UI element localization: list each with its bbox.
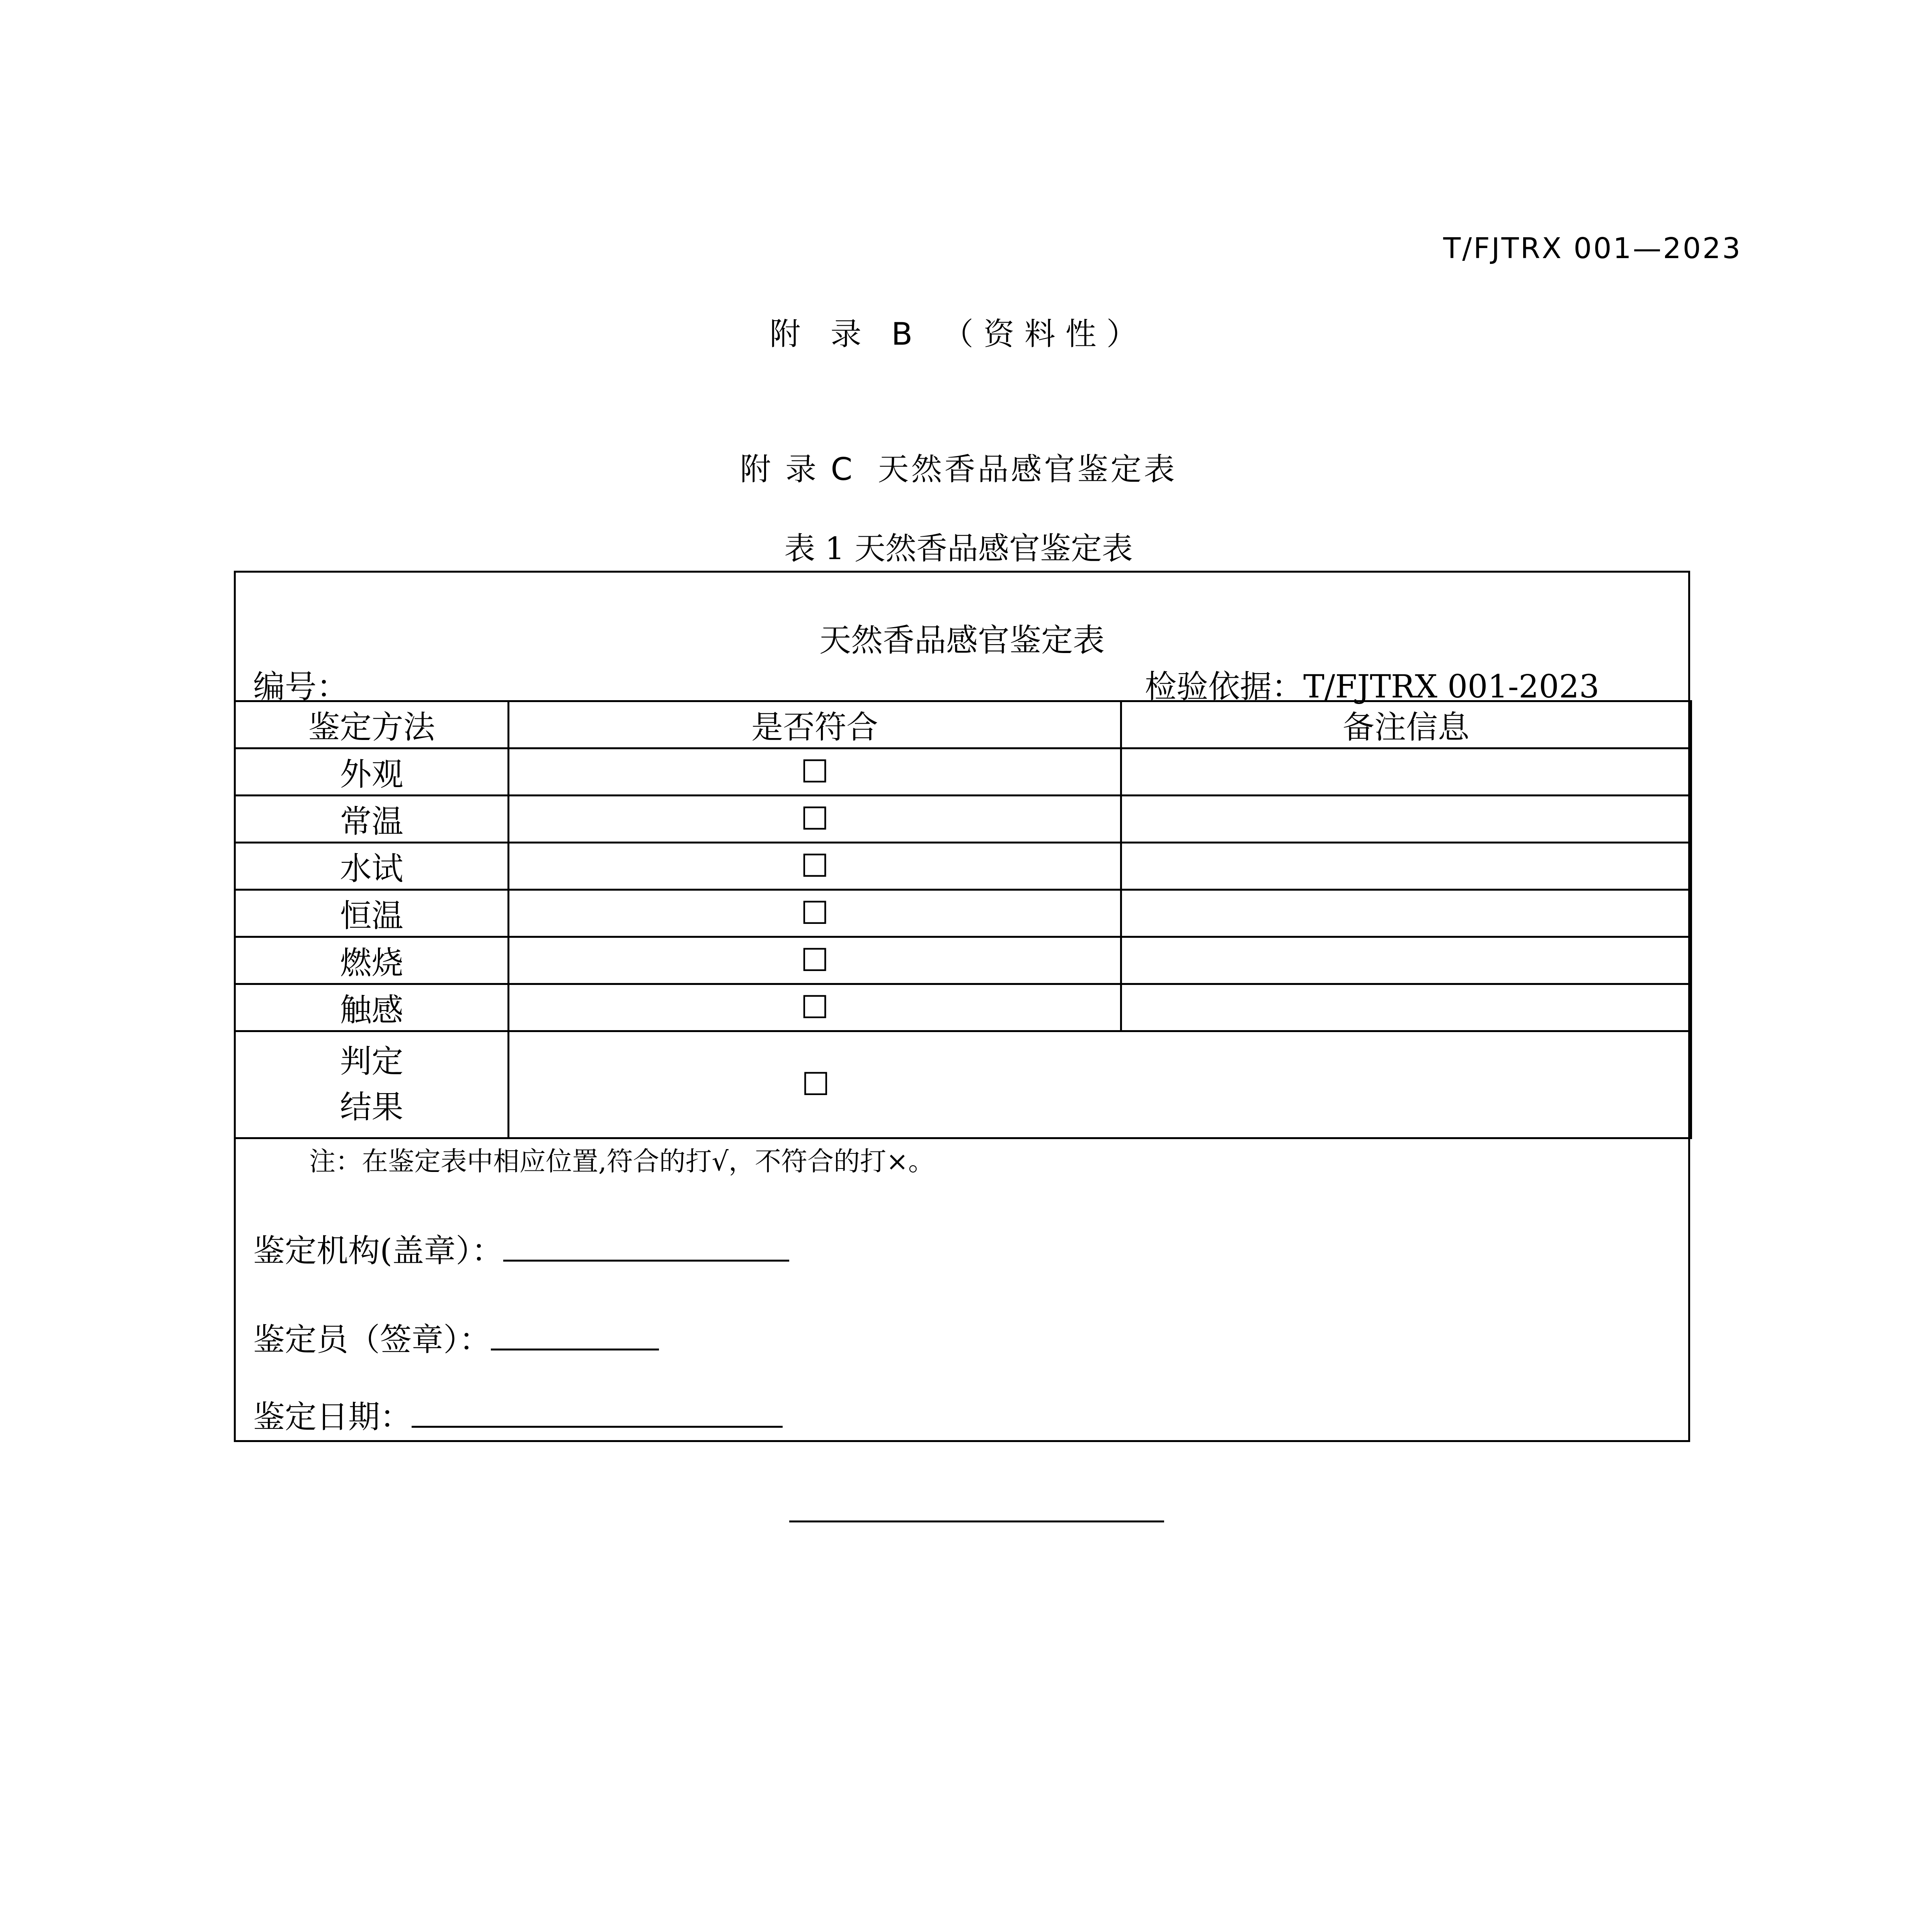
result-checkbox-cell[interactable] [509,1031,1691,1138]
header-method: 鉴定方法 [235,701,509,748]
appraiser-signature [253,1315,659,1360]
institution-line[interactable] [503,1233,789,1262]
annex-c-prefix: 附 录 C [740,451,855,487]
date-line[interactable] [412,1399,783,1428]
form-note: 注：在鉴定表中相应位置,符合的打√，不符合的打×。 [309,1146,935,1177]
table-row [235,984,1691,1031]
table-row [235,748,1691,796]
remarks-cell[interactable] [1121,843,1691,890]
method-cell: 常温 [235,796,509,843]
table-header-row [235,701,1691,748]
number-label: 编号： [253,668,349,705]
annex-c-heading [0,444,1917,489]
table-row [235,890,1691,937]
result-checkbox[interactable]: ☐ [801,1066,830,1103]
checkbox[interactable]: ☐ [800,848,829,884]
method-cell: 水试 [235,843,509,890]
date-label: 鉴定日期： [253,1399,412,1435]
header-compliance: 是否符合 [509,701,1121,748]
table-row [235,796,1691,843]
annex-b-title: 附 录 B （资料性） [770,316,1147,352]
checkbox-cell[interactable] [509,984,1121,1031]
method-cell: 恒温 [235,890,509,937]
remarks-cell[interactable] [1121,937,1691,984]
table-caption: 表 1 天然香品感官鉴定表 [784,531,1133,566]
header-remarks: 备注信息 [1121,701,1691,748]
institution-signature [253,1226,789,1271]
table-row [235,937,1691,984]
method-cell: 燃烧 [235,937,509,984]
checkbox[interactable]: ☐ [800,989,829,1026]
remarks-cell[interactable] [1121,796,1691,843]
checkbox-cell[interactable] [509,890,1121,937]
checkbox[interactable]: ☐ [800,942,829,979]
checkbox-cell[interactable] [509,748,1121,796]
standard-code: T/FJTRX 001—2023 [1443,232,1742,265]
checkbox[interactable]: ☐ [800,801,829,837]
method-cell: 外观 [235,748,509,796]
remarks-cell[interactable] [1121,748,1691,796]
method-cell: 触感 [235,984,509,1031]
appraiser-line[interactable] [491,1321,659,1350]
result-label-cell [235,1031,509,1138]
result-label-line2: 结果 [340,1089,403,1126]
result-label-line1: 判定 [340,1043,403,1080]
checkbox[interactable]: ☐ [800,895,829,932]
form-title: 天然香品感官鉴定表 [819,622,1105,659]
appraisal-form [234,571,1690,1442]
table-row [235,843,1691,890]
checkbox-cell[interactable] [509,796,1121,843]
appraiser-label: 鉴定员（签章）： [253,1321,491,1358]
annex-c-title: 天然香品感官鉴定表 [878,451,1177,487]
checkbox-cell[interactable] [509,937,1121,984]
end-rule [789,1520,1164,1522]
date-signature [253,1392,783,1437]
appraisal-table [234,700,1692,1139]
remarks-cell[interactable] [1121,890,1691,937]
remarks-cell[interactable] [1121,984,1691,1031]
result-row [235,1031,1691,1138]
checkbox-cell[interactable] [509,843,1121,890]
basis-label: 检验依据：T/FJTRX 001-2023 [1145,668,1599,705]
checkbox[interactable]: ☐ [800,753,829,790]
institution-label: 鉴定机构(盖章）： [253,1233,503,1269]
